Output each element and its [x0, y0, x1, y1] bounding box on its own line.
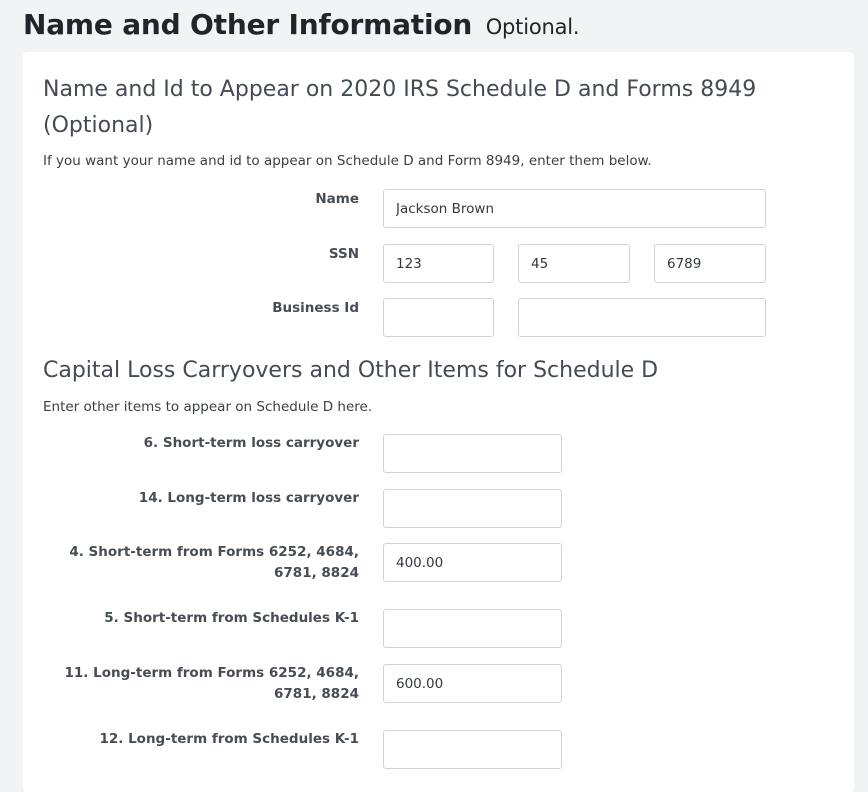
name-input[interactable]: [383, 189, 766, 228]
long-term-forms-input[interactable]: [383, 664, 562, 703]
form-card: [23, 52, 854, 792]
ssn-part3-input[interactable]: [654, 244, 766, 283]
ssn-label: SSN: [328, 246, 359, 262]
long-term-k1-input[interactable]: [383, 730, 562, 769]
short-term-forms-label: 4. Short-term from Forms 6252, 4684, 6781, 8824: [69, 544, 359, 581]
short-term-k1-input[interactable]: [383, 609, 562, 648]
ssn-part2-input[interactable]: [518, 244, 630, 283]
long-term-carryover-label: 14. Long-term loss carryover: [138, 490, 359, 506]
business-id-part2-input[interactable]: [518, 298, 766, 337]
short-term-carryover-input[interactable]: [383, 434, 562, 473]
name-section-title: Name and Id to Appear on 2020 IRS Schedule D and Forms 8949 (Optional): [43, 77, 757, 138]
optional-note: Optional.: [485, 15, 580, 39]
ssn-part1-input[interactable]: [383, 244, 494, 283]
capital-section-title-suffix: for Schedule D: [495, 358, 659, 383]
page-title: [23, 8, 579, 41]
short-term-k1-label: 5. Short-term from Schedules K-1: [104, 610, 359, 626]
name-section-help: If you want your name and id to appear on Schedule D and Form 8949, enter them below.: [43, 153, 652, 169]
short-term-forms-input[interactable]: [383, 543, 562, 582]
capital-section-title-main: Capital Loss Carryovers and Other Items: [43, 358, 489, 383]
capital-section-title: [43, 353, 658, 389]
capital-section-help: Enter other items to appear on Schedule D here.: [43, 399, 373, 415]
long-term-carryover-input[interactable]: [383, 489, 562, 528]
business-id-part1-input[interactable]: [383, 298, 494, 337]
long-term-forms-label: 11. Long-term from Forms 6252, 4684, 6781, 8824: [64, 665, 359, 702]
short-term-carryover-label: 6. Short-term loss carryover: [143, 435, 359, 451]
business-id-label: Business Id: [272, 300, 359, 316]
name-label: Name: [315, 191, 359, 207]
long-term-k1-label: 12. Long-term from Schedules K-1: [99, 731, 359, 747]
page-title-text: Name and Other Information: [23, 8, 473, 41]
